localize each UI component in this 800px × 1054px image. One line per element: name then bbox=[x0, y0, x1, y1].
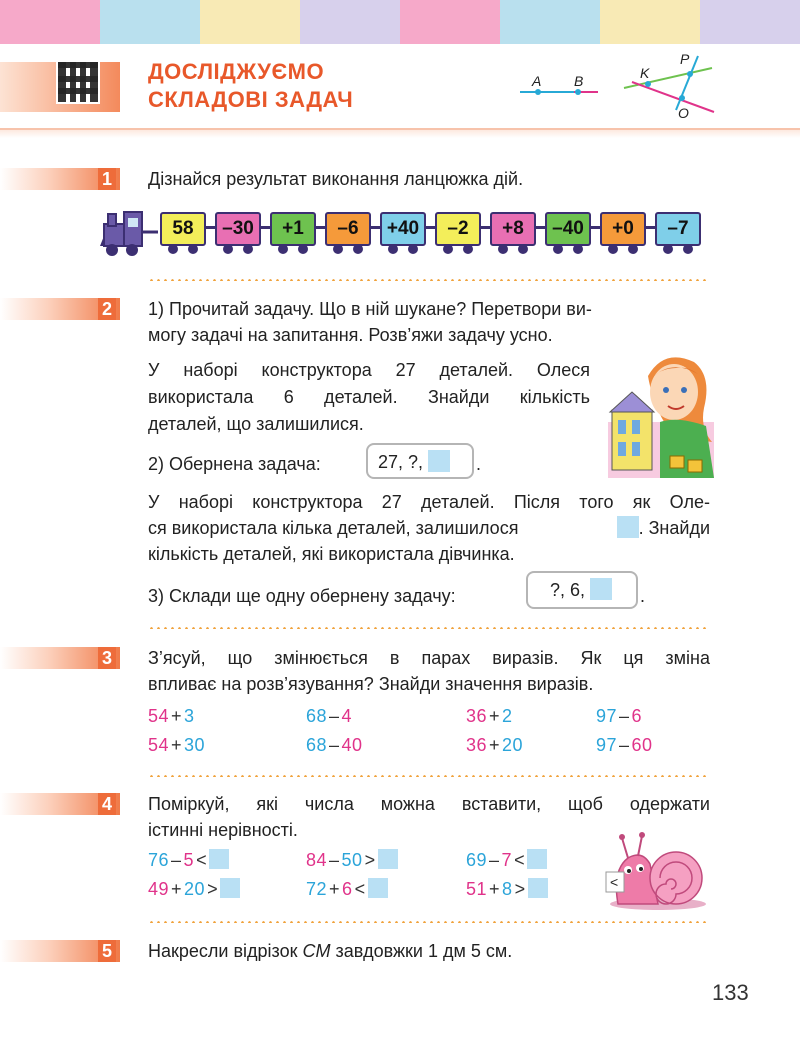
operand-b: 50 bbox=[341, 850, 363, 870]
wagon-wheel bbox=[573, 244, 583, 254]
point-label-k: K bbox=[640, 65, 650, 81]
task2-compose-label: 3) Склади ще одну обернену задачу: bbox=[148, 586, 456, 606]
blank-square-input[interactable] bbox=[617, 516, 639, 538]
wagon-coupler bbox=[646, 226, 655, 229]
expression bbox=[148, 733, 205, 757]
operand-a: 76 bbox=[148, 850, 170, 870]
snail-sign: < bbox=[610, 874, 619, 890]
point-label-p: P bbox=[680, 51, 690, 67]
operator: + bbox=[171, 735, 183, 755]
operand-a: 36 bbox=[466, 706, 488, 726]
expression bbox=[596, 704, 642, 728]
task2-problem-line3: деталей, що залишилися. bbox=[148, 414, 364, 434]
geometry-lines-illustration bbox=[512, 48, 722, 120]
wagon-wheel bbox=[278, 244, 288, 254]
task5-segment-name: CM bbox=[302, 941, 331, 961]
wagon-coupler bbox=[261, 226, 270, 229]
task-badge-3: 3 bbox=[0, 647, 120, 669]
operand-b: 8 bbox=[502, 879, 513, 899]
operator: + bbox=[329, 879, 341, 899]
compose-frame-text: ?, 6, bbox=[550, 580, 586, 600]
operand-b: 3 bbox=[184, 706, 195, 726]
blank-square-input[interactable] bbox=[220, 878, 240, 898]
inverse-end-dot: . bbox=[476, 454, 482, 474]
task2-problem-line1: У наборі конструктора 27 деталей. Олеся bbox=[148, 360, 590, 380]
wagon-wheel bbox=[443, 244, 453, 254]
relation-sign: < bbox=[354, 879, 366, 899]
wagon-wheel bbox=[608, 244, 618, 254]
operator: – bbox=[329, 706, 340, 726]
task4-line1: Поміркуй, які числа можна вставити, щоб одержати bbox=[148, 794, 710, 814]
operand-b: 60 bbox=[631, 735, 653, 755]
relation-sign: > bbox=[514, 879, 526, 899]
task4-line2: істинні нерівності. bbox=[148, 820, 298, 840]
operand-a: 49 bbox=[148, 879, 170, 899]
operand-b: 7 bbox=[501, 850, 513, 870]
wagon-wheel bbox=[408, 244, 418, 254]
wagon-coupler bbox=[371, 226, 380, 229]
train-wagon: +0 bbox=[600, 212, 646, 246]
operator: – bbox=[329, 850, 340, 870]
girl-with-blocks-illustration bbox=[604, 352, 714, 480]
operator: + bbox=[171, 706, 183, 726]
operator: – bbox=[489, 850, 500, 870]
relation-sign: < bbox=[514, 850, 526, 870]
operand-a: 51 bbox=[466, 879, 488, 899]
train-chain bbox=[100, 206, 710, 258]
inequality bbox=[306, 877, 388, 901]
task-badge-4: 4 bbox=[0, 793, 120, 815]
operator: + bbox=[171, 879, 183, 899]
operand-a: 69 bbox=[466, 850, 488, 870]
expression bbox=[466, 733, 523, 757]
wagon-wheel bbox=[518, 244, 528, 254]
operand-a: 72 bbox=[306, 879, 328, 899]
operand-b: 20 bbox=[502, 735, 524, 755]
operand-a: 68 bbox=[306, 735, 328, 755]
task2-problem bbox=[148, 357, 590, 438]
operand-a: 68 bbox=[306, 706, 328, 726]
task3-line2: впливає на розв’язування? Знайди значення виразів. bbox=[148, 674, 594, 694]
task-badge-2: 2 bbox=[0, 298, 120, 320]
divider-dots-3 bbox=[148, 775, 710, 777]
operator: – bbox=[171, 850, 182, 870]
operator: – bbox=[619, 706, 630, 726]
expression bbox=[306, 733, 363, 757]
task2-intro bbox=[148, 296, 710, 348]
top-color-strip bbox=[0, 0, 800, 44]
operand-b: 20 bbox=[184, 879, 206, 899]
task2-problem2-line1: У наборі конструктора 27 деталей. Після того як Оле- bbox=[148, 492, 710, 512]
wagon-wheel bbox=[168, 244, 178, 254]
wagon-wheel bbox=[223, 244, 233, 254]
task-badge-1: 1 bbox=[0, 168, 120, 190]
problem2-line2-part-b: . Знайди bbox=[617, 515, 710, 541]
wagon-coupler bbox=[481, 226, 490, 229]
locomotive-icon bbox=[100, 206, 160, 258]
page-number: 133 bbox=[712, 980, 749, 1005]
point-label-a: A bbox=[532, 73, 542, 89]
inequality bbox=[148, 848, 229, 872]
train-wagon: –30 bbox=[215, 212, 261, 246]
inequality bbox=[466, 848, 547, 872]
qr-code-icon[interactable] bbox=[56, 60, 100, 104]
task-badge-5: 5 bbox=[0, 940, 120, 962]
operand-a: 54 bbox=[148, 735, 170, 755]
wagon-coupler bbox=[591, 226, 600, 229]
wagon-coupler bbox=[316, 226, 325, 229]
operator: + bbox=[489, 735, 501, 755]
operand-b: 6 bbox=[342, 879, 353, 899]
wagon-wheel bbox=[333, 244, 343, 254]
wagon-wheel bbox=[463, 244, 473, 254]
task1-text: Дізнайся результат виконання ланцюжка дій. bbox=[148, 169, 524, 189]
wagon-wheel bbox=[663, 244, 673, 254]
problem2-line2-part-a: ся використала кілька деталей, залишилося bbox=[148, 518, 519, 538]
title-line-1: ДОСЛІДЖУЄМО bbox=[148, 59, 325, 84]
wagon-coupler bbox=[426, 226, 435, 229]
operator: – bbox=[329, 735, 340, 755]
divider-dots-1 bbox=[148, 279, 710, 281]
page-title bbox=[148, 58, 353, 114]
task2-problem2 bbox=[148, 489, 710, 567]
operand-b: 4 bbox=[341, 706, 353, 726]
task2-intro-line1: 1) Прочитай задачу. Що в ній шукане? Перетвори ви- bbox=[148, 299, 592, 319]
operator: – bbox=[619, 735, 630, 755]
operand-b: 30 bbox=[184, 735, 206, 755]
blank-square-input[interactable] bbox=[528, 878, 548, 898]
inequality bbox=[306, 848, 398, 872]
inequality bbox=[148, 877, 240, 901]
task2-problem2-line3: кількість деталей, які використала дівчинка. bbox=[148, 544, 515, 564]
task2-intro-line2: могу задачі на запитання. Розв’яжи задачу усно. bbox=[148, 325, 553, 345]
operand-a: 97 bbox=[596, 706, 618, 726]
wagon-wheel bbox=[683, 244, 693, 254]
wagon-wheel bbox=[298, 244, 308, 254]
operand-b: 40 bbox=[341, 735, 363, 755]
wagon-wheel bbox=[388, 244, 398, 254]
wagon-wheel bbox=[188, 244, 198, 254]
operand-b: 6 bbox=[631, 706, 643, 726]
train-wagon: –7 bbox=[655, 212, 701, 246]
train-wagon: +1 bbox=[270, 212, 316, 246]
blank-square-input[interactable] bbox=[209, 849, 229, 869]
operand-a: 97 bbox=[596, 735, 618, 755]
relation-sign: > bbox=[207, 879, 219, 899]
point-label-b: B bbox=[574, 73, 584, 89]
expression bbox=[596, 733, 653, 757]
blank-square-input[interactable] bbox=[527, 849, 547, 869]
operator: + bbox=[489, 706, 501, 726]
wagon-wheel bbox=[498, 244, 508, 254]
operand-a: 54 bbox=[148, 706, 170, 726]
blank-square-input[interactable] bbox=[368, 878, 388, 898]
train-wagon: 58 bbox=[160, 212, 206, 246]
divider-dots-2 bbox=[148, 627, 710, 629]
expression bbox=[148, 704, 195, 728]
wagon-wheel bbox=[243, 244, 253, 254]
relation-sign: > bbox=[364, 850, 376, 870]
train-wagon: –2 bbox=[435, 212, 481, 246]
inequality bbox=[466, 877, 548, 901]
compose-end-dot: . bbox=[640, 586, 646, 606]
task2-problem-line2: використала 6 деталей. Знайди кількість bbox=[148, 387, 590, 407]
header-divider bbox=[0, 128, 800, 138]
expression bbox=[466, 704, 513, 728]
blank-square-input[interactable] bbox=[378, 849, 398, 869]
wagon-coupler bbox=[206, 226, 215, 229]
expression bbox=[306, 704, 352, 728]
task2-inverse-label: 2) Обернена задача: bbox=[148, 454, 321, 474]
snail-illustration bbox=[598, 830, 708, 912]
operator: + bbox=[489, 879, 501, 899]
task3-text bbox=[148, 645, 710, 697]
wagon-wheel bbox=[353, 244, 363, 254]
operand-b: 2 bbox=[502, 706, 513, 726]
inverse-task-frame bbox=[366, 443, 474, 479]
blank-square-input[interactable] bbox=[590, 578, 612, 600]
compose-task-frame bbox=[526, 571, 638, 609]
train-wagon: +8 bbox=[490, 212, 536, 246]
task5-text-a: Накресли відрізок bbox=[148, 941, 303, 961]
wagon-coupler bbox=[536, 226, 545, 229]
train-wagon: –6 bbox=[325, 212, 371, 246]
wagon-wheel bbox=[553, 244, 563, 254]
divider-dots-4 bbox=[148, 921, 710, 923]
train-wagon: –40 bbox=[545, 212, 591, 246]
blank-square-input[interactable] bbox=[428, 450, 450, 472]
wagon-wheel bbox=[628, 244, 638, 254]
relation-sign: < bbox=[196, 850, 208, 870]
task5-text bbox=[148, 938, 512, 964]
title-line-2: СКЛАДОВІ ЗАДАЧ bbox=[148, 87, 354, 112]
task2-problem2-line2 bbox=[148, 515, 710, 541]
train-wagon: +40 bbox=[380, 212, 426, 246]
task3-line1: З’ясуй, що змінюється в парах виразів. Як ця зміна bbox=[148, 648, 710, 668]
inverse-frame-text: 27, ?, bbox=[378, 452, 424, 472]
operand-a: 84 bbox=[306, 850, 328, 870]
task5-text-b: завдовжки 1 дм 5 см. bbox=[330, 941, 513, 961]
operand-b: 5 bbox=[183, 850, 195, 870]
operand-a: 36 bbox=[466, 735, 488, 755]
point-label-o: O bbox=[678, 105, 689, 120]
